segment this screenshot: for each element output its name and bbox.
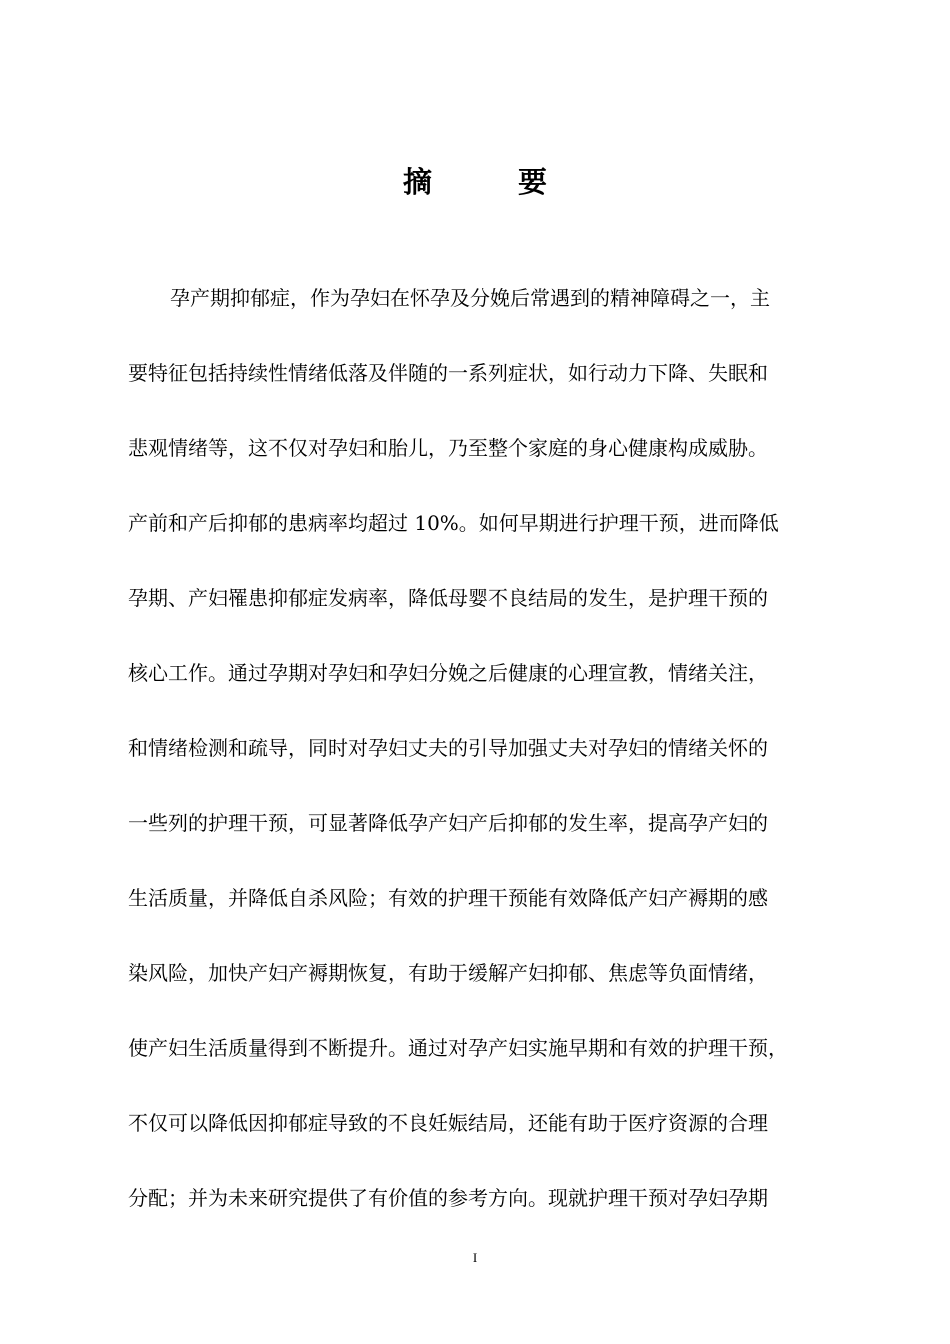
paragraph-line: 产前和产后抑郁的患病率均超过 10%。如何早期进行护理干预，进而降低 [128,511,779,535]
paragraph-line: 孕产期抑郁症，作为孕妇在怀孕及分娩后常遇到的精神障碍之一，主 [170,286,770,310]
paragraph-line: 核心工作。通过孕期对孕妇和孕妇分娩之后健康的心理宣教，情绪关注， [128,661,768,685]
paragraph-line: 要特征包括持续性情绪低落及伴随的一系列症状，如行动力下降、失眠和 [128,361,768,385]
paragraph-line: 和情绪检测和疏导，同时对孕妇丈夫的引导加强丈夫对孕妇的情绪关怀的 [128,736,768,760]
paragraph-line: 染风险，加快产妇产褥期恢复，有助于缓解产妇抑郁、焦虑等负面情绪， [128,961,768,985]
paragraph-line: 一些列的护理干预，可显著降低孕产妇产后抑郁的发生率，提高孕产妇的 [128,811,768,835]
page-number: I [472,1250,478,1265]
paragraph-line: 不仅可以降低因抑郁症导致的不良妊娠结局，还能有助于医疗资源的合理 [128,1111,768,1135]
paragraph-line: 悲观情绪等，这不仅对孕妇和胎儿，乃至整个家庭的身心健康构成威胁。 [128,436,768,460]
paragraph-line: 使产妇生活质量得到不断提升。通过对孕产妇实施早期和有效的护理干预， [128,1036,788,1060]
paragraph-line: 分配；并为未来研究提供了有价值的参考方向。现就护理干预对孕妇孕期 [128,1186,768,1210]
paragraph-line: 孕期、产妇罹患抑郁症发病率，降低母婴不良结局的发生，是护理干预的 [128,586,768,610]
abstract-title: 摘 要 [402,165,586,199]
paragraph-line: 生活质量，并降低自杀风险；有效的护理干预能有效降低产妇产褥期的感 [128,886,768,910]
